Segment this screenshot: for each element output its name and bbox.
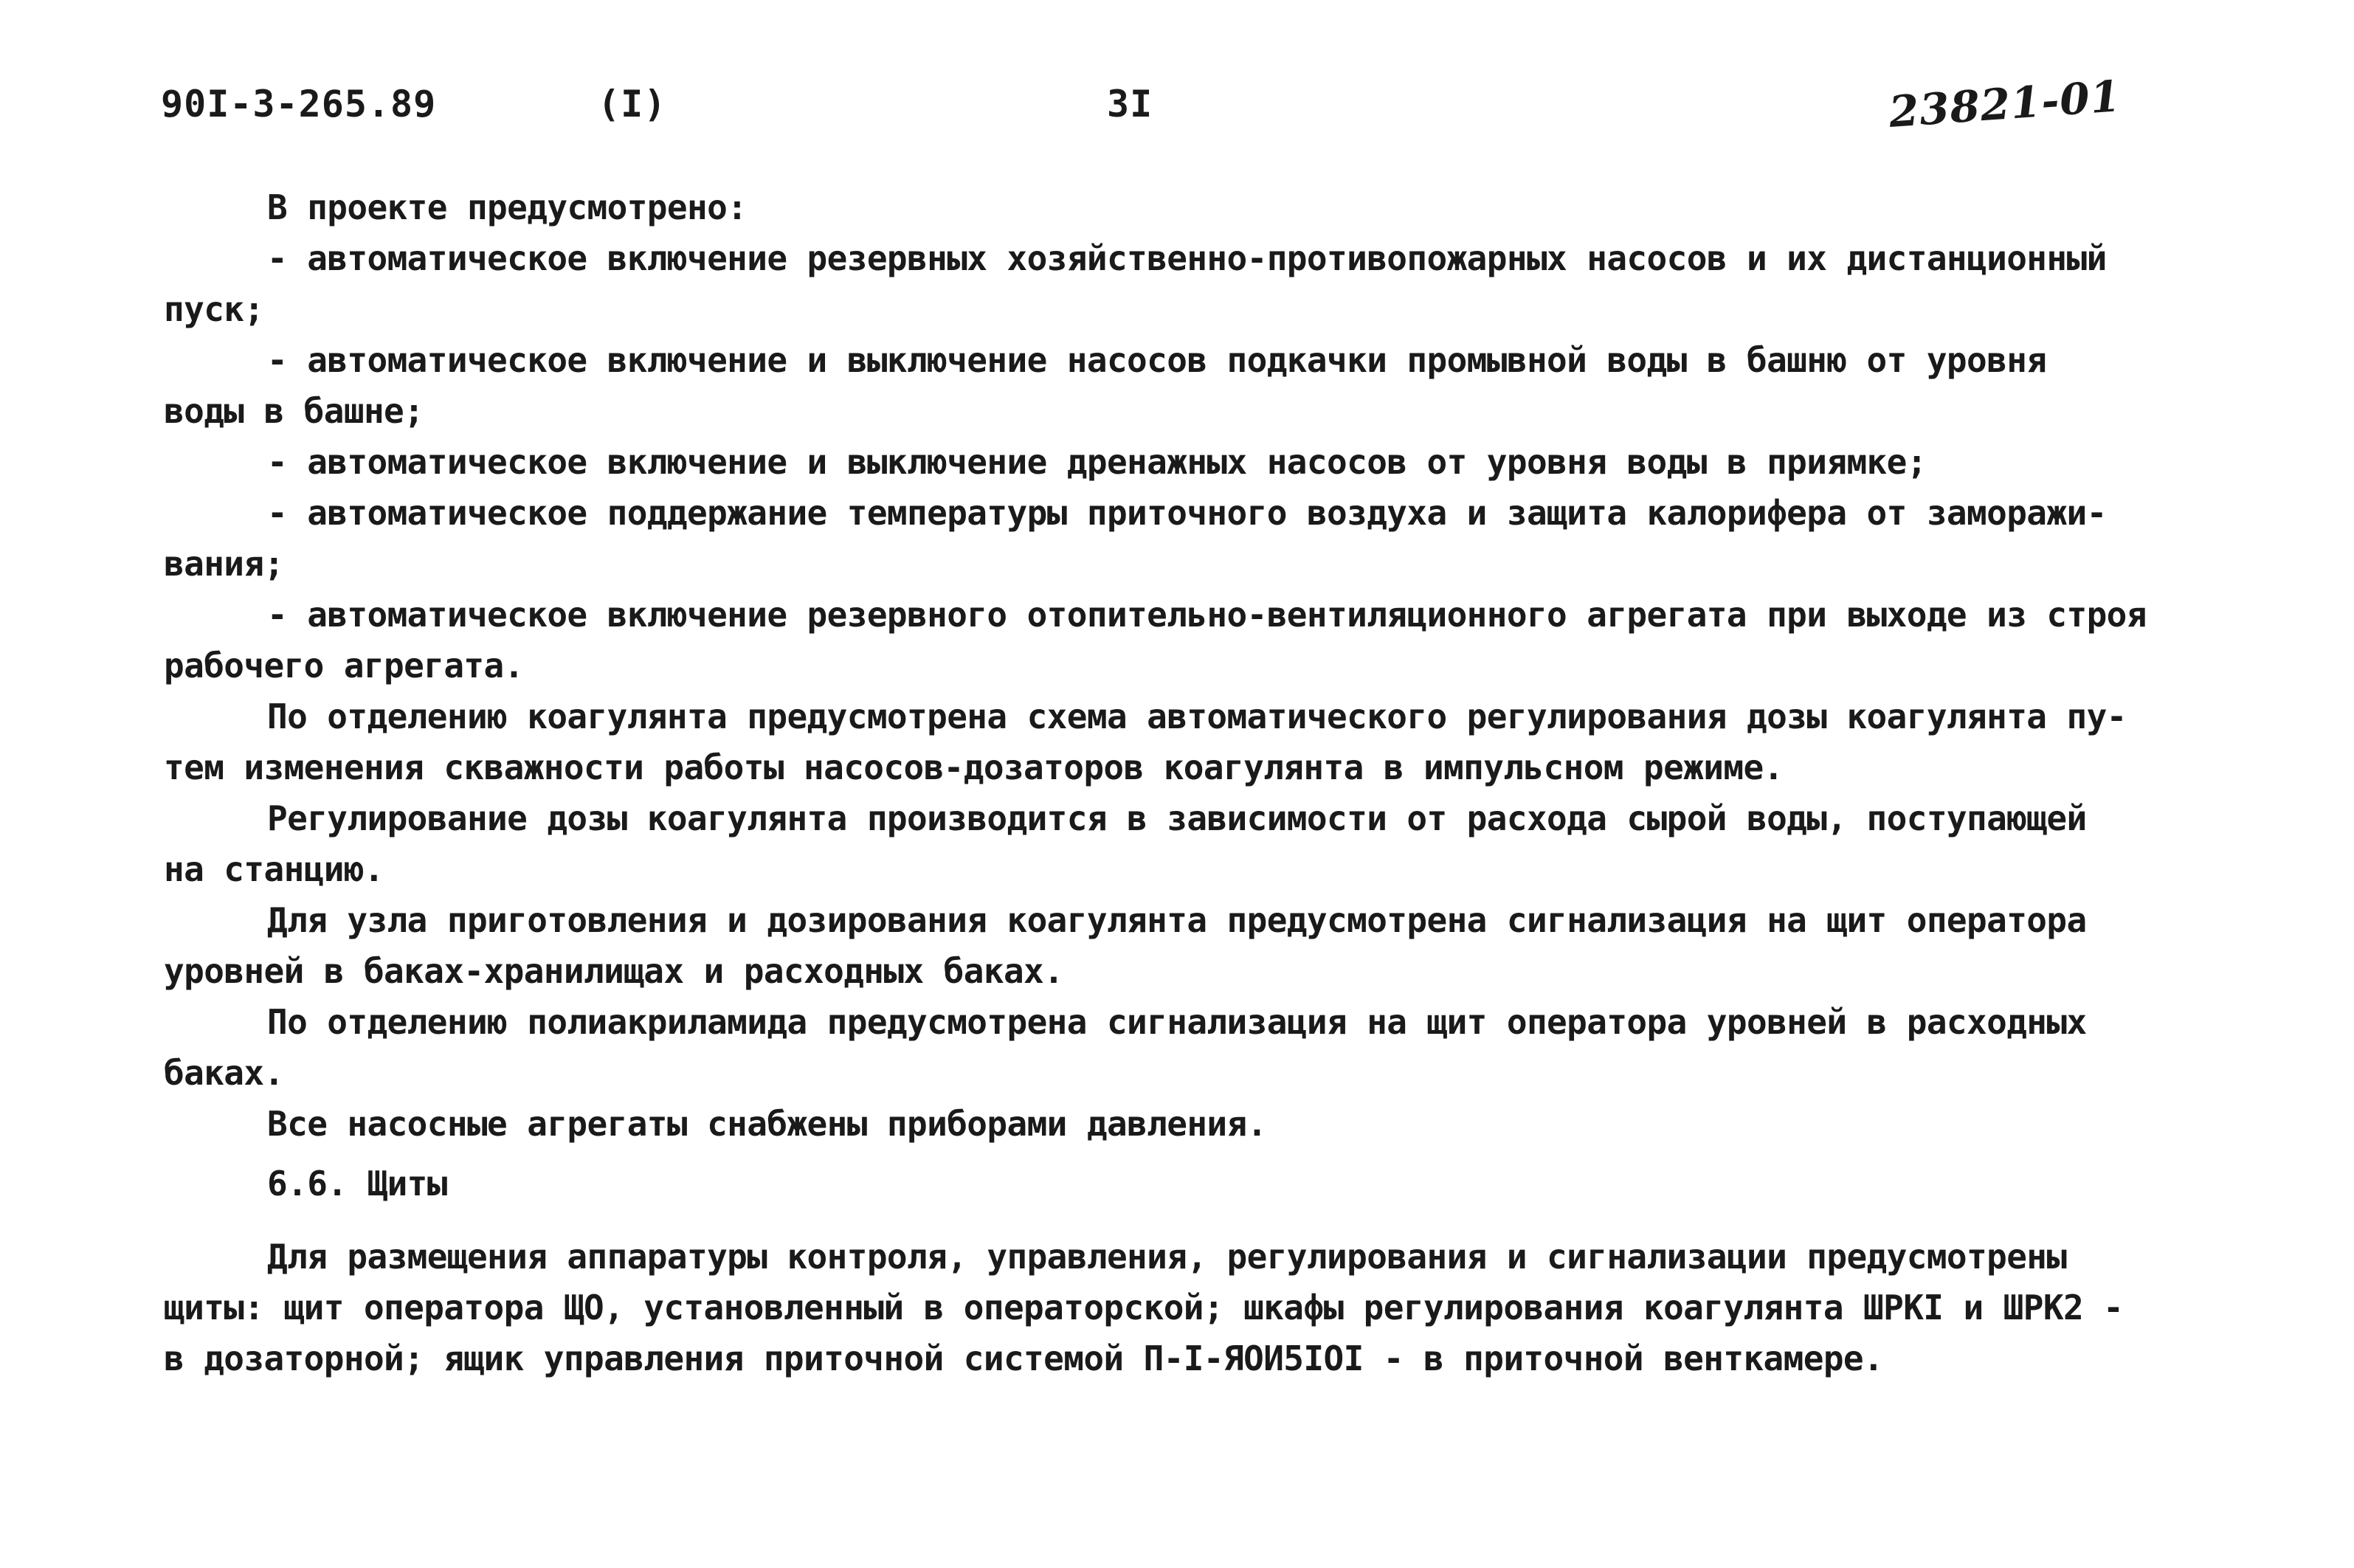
paragraph-line: на станцию. — [164, 849, 384, 889]
document-body — [164, 182, 2215, 1384]
list-item-line: пуск; — [164, 289, 264, 329]
list-item-line: - автоматическое включение и выключение дренажных насосов от уровня воды в приямке; — [267, 442, 1927, 482]
paragraph-line: Для размещения аппаратуры контроля, управления, регулирования и сигнализации предусмотрены — [267, 1237, 2067, 1277]
paragraph-line: в дозаторной; ящик управления приточной системой П-I-ЯОИ5IOI - в приточной венткамере. — [164, 1339, 1884, 1378]
paragraph-line: Для узла приготовления и дозирования коагулянта предусмотрена сигнализация на щит оператора — [267, 900, 2087, 940]
list-item-line: воды в башне; — [164, 391, 424, 431]
part-number: (I) — [598, 83, 667, 125]
paragraph-line: По отделению коагулянта предусмотрена схема автоматического регулирования дозы коагулянта пу- — [267, 697, 2127, 736]
handwritten-inventory-number: 23821-01 — [1887, 71, 2123, 137]
list-item-line: вания; — [164, 544, 284, 584]
paragraph-line: Все насосные агрегаты снабжены приборами давления. — [267, 1104, 1267, 1144]
paragraph-line: баках. — [164, 1053, 284, 1093]
paragraph-line: уровней в баках-хранилищах и расходных баках. — [164, 951, 1064, 991]
paragraph-line: В проекте предусмотрено: — [267, 187, 748, 227]
document-code: 90I-3-265.89 — [161, 83, 437, 125]
paragraph-line: тем изменения скважности работы насосов-дозаторов коагулянта в импульсном режиме. — [164, 747, 1784, 787]
list-item-line: - автоматическое поддержание температуры приточного воздуха и защита калорифера от заморажи- — [267, 493, 2107, 533]
list-item-line: рабочего агрегата. — [164, 646, 524, 685]
paragraph-line: По отделению полиакриламида предусмотрена сигнализация на щит оператора уровней в расходных — [267, 1002, 2087, 1042]
section-heading: 6.6. Щиты — [267, 1164, 447, 1203]
list-item-line: - автоматическое включение резервных хозяйственно-противопожарных насосов и их дистанционный — [267, 238, 2107, 278]
paragraph-line: щиты: щит оператора ЩО, установленный в операторской; шкафы регулирования коагулянта ШРКI и ШРК2 - — [164, 1288, 2124, 1327]
list-item-line: - автоматическое включение резервного отопительно-вентиляционного агрегата при выходе из строя — [267, 595, 2147, 635]
paragraph-line: Регулирование дозы коагулянта производится в зависимости от расхода сырой воды, поступающей — [267, 798, 2087, 838]
page-number: 3I — [1107, 83, 1153, 125]
list-item-line: - автоматическое включение и выключение насосов подкачки промывной воды в башню от уровня — [267, 340, 2047, 380]
